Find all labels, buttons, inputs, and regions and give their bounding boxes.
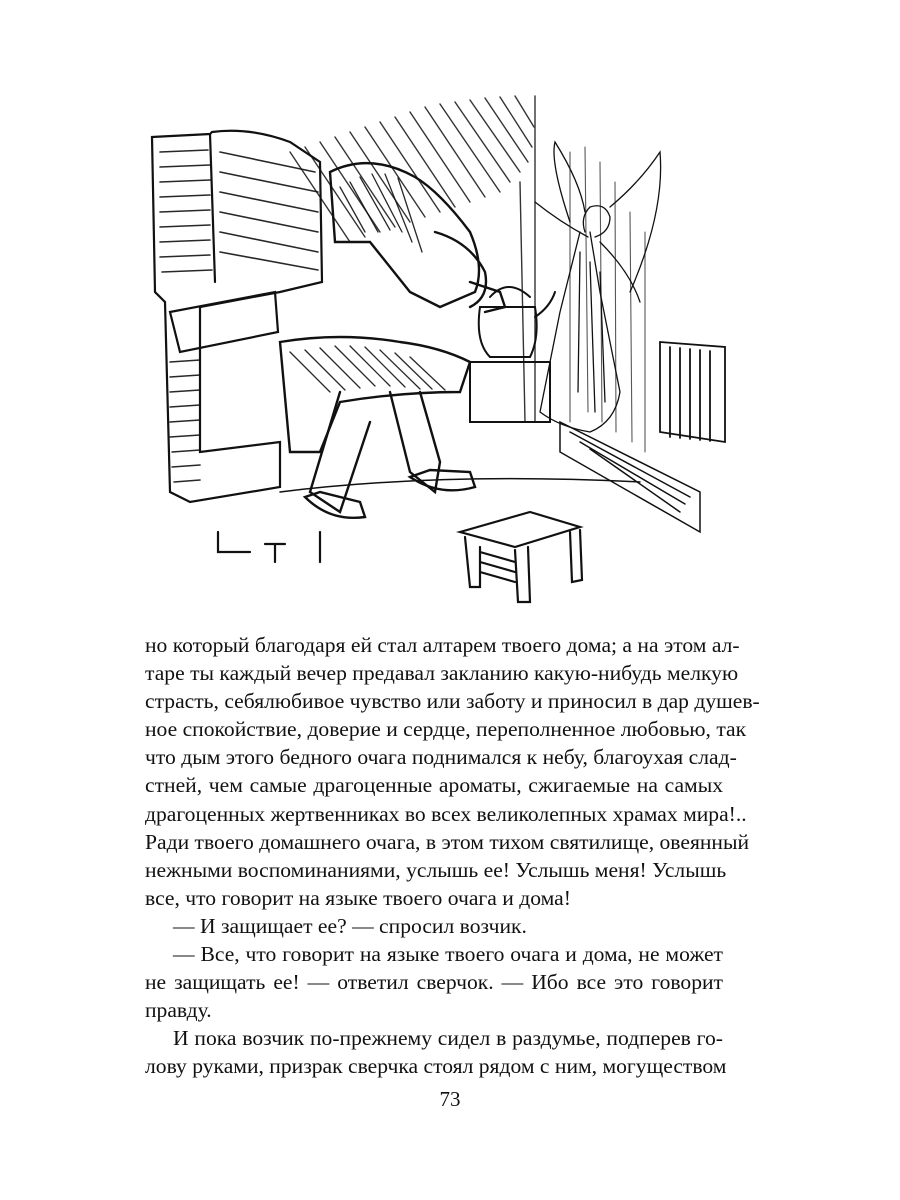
text-line: ное спокойствие, доверие и сердце, переполненное любовью, так xyxy=(145,717,747,742)
text-line: все, что говорит на языке твоего очага и дома! xyxy=(145,885,571,910)
text-line: стней, чем самые драгоценные ароматы, сжигаемые на самых xyxy=(145,773,723,798)
engraving-illustration xyxy=(140,79,730,607)
signature-l xyxy=(218,532,250,552)
text-line: правду. xyxy=(145,998,212,1023)
illustration-drawing xyxy=(140,79,730,607)
paragraph-line: И пока возчик по-прежнему сидел в раздумье, подперев го- xyxy=(173,1026,723,1051)
illustration-signature: LT xyxy=(140,79,159,96)
body-text xyxy=(145,631,760,1081)
text-line: что дым этого бедного очага поднимался к небу, благоухая слад- xyxy=(145,745,737,770)
text-line: нежными воспоминаниями, услышь ее! Услышь меня! Услышь xyxy=(145,857,727,882)
dialogue-line: — Все, что говорит на языке твоего очага и дома, не может xyxy=(173,942,723,967)
dialogue-line: — И защищает ее? — спросил возчик. xyxy=(173,913,527,938)
text-line: лову руками, призрак сверчка стоял рядом с ним, могуществом xyxy=(145,1054,727,1079)
text-line: но который благодаря ей стал алтарем твоего дома; а на этом ал- xyxy=(145,633,740,657)
text-line: не защищать ее! — ответил сверчок. — Ибо все это говорит xyxy=(145,970,723,995)
text-line: таре ты каждый вечер предавал закланию какую-нибудь мелкую xyxy=(145,661,739,686)
text-line: драгоценных жертвенниках во всех великолепных храмах мира!.. xyxy=(145,801,747,826)
text-line: Ради твоего домашнего очага, в этом тихом святилище, овеянный xyxy=(145,829,750,854)
page-number: 73 xyxy=(439,1087,461,1111)
signature-t xyxy=(265,544,285,562)
text-line: страсть, себялюбивое чувство или заботу и приносил в дар душев- xyxy=(145,689,760,714)
